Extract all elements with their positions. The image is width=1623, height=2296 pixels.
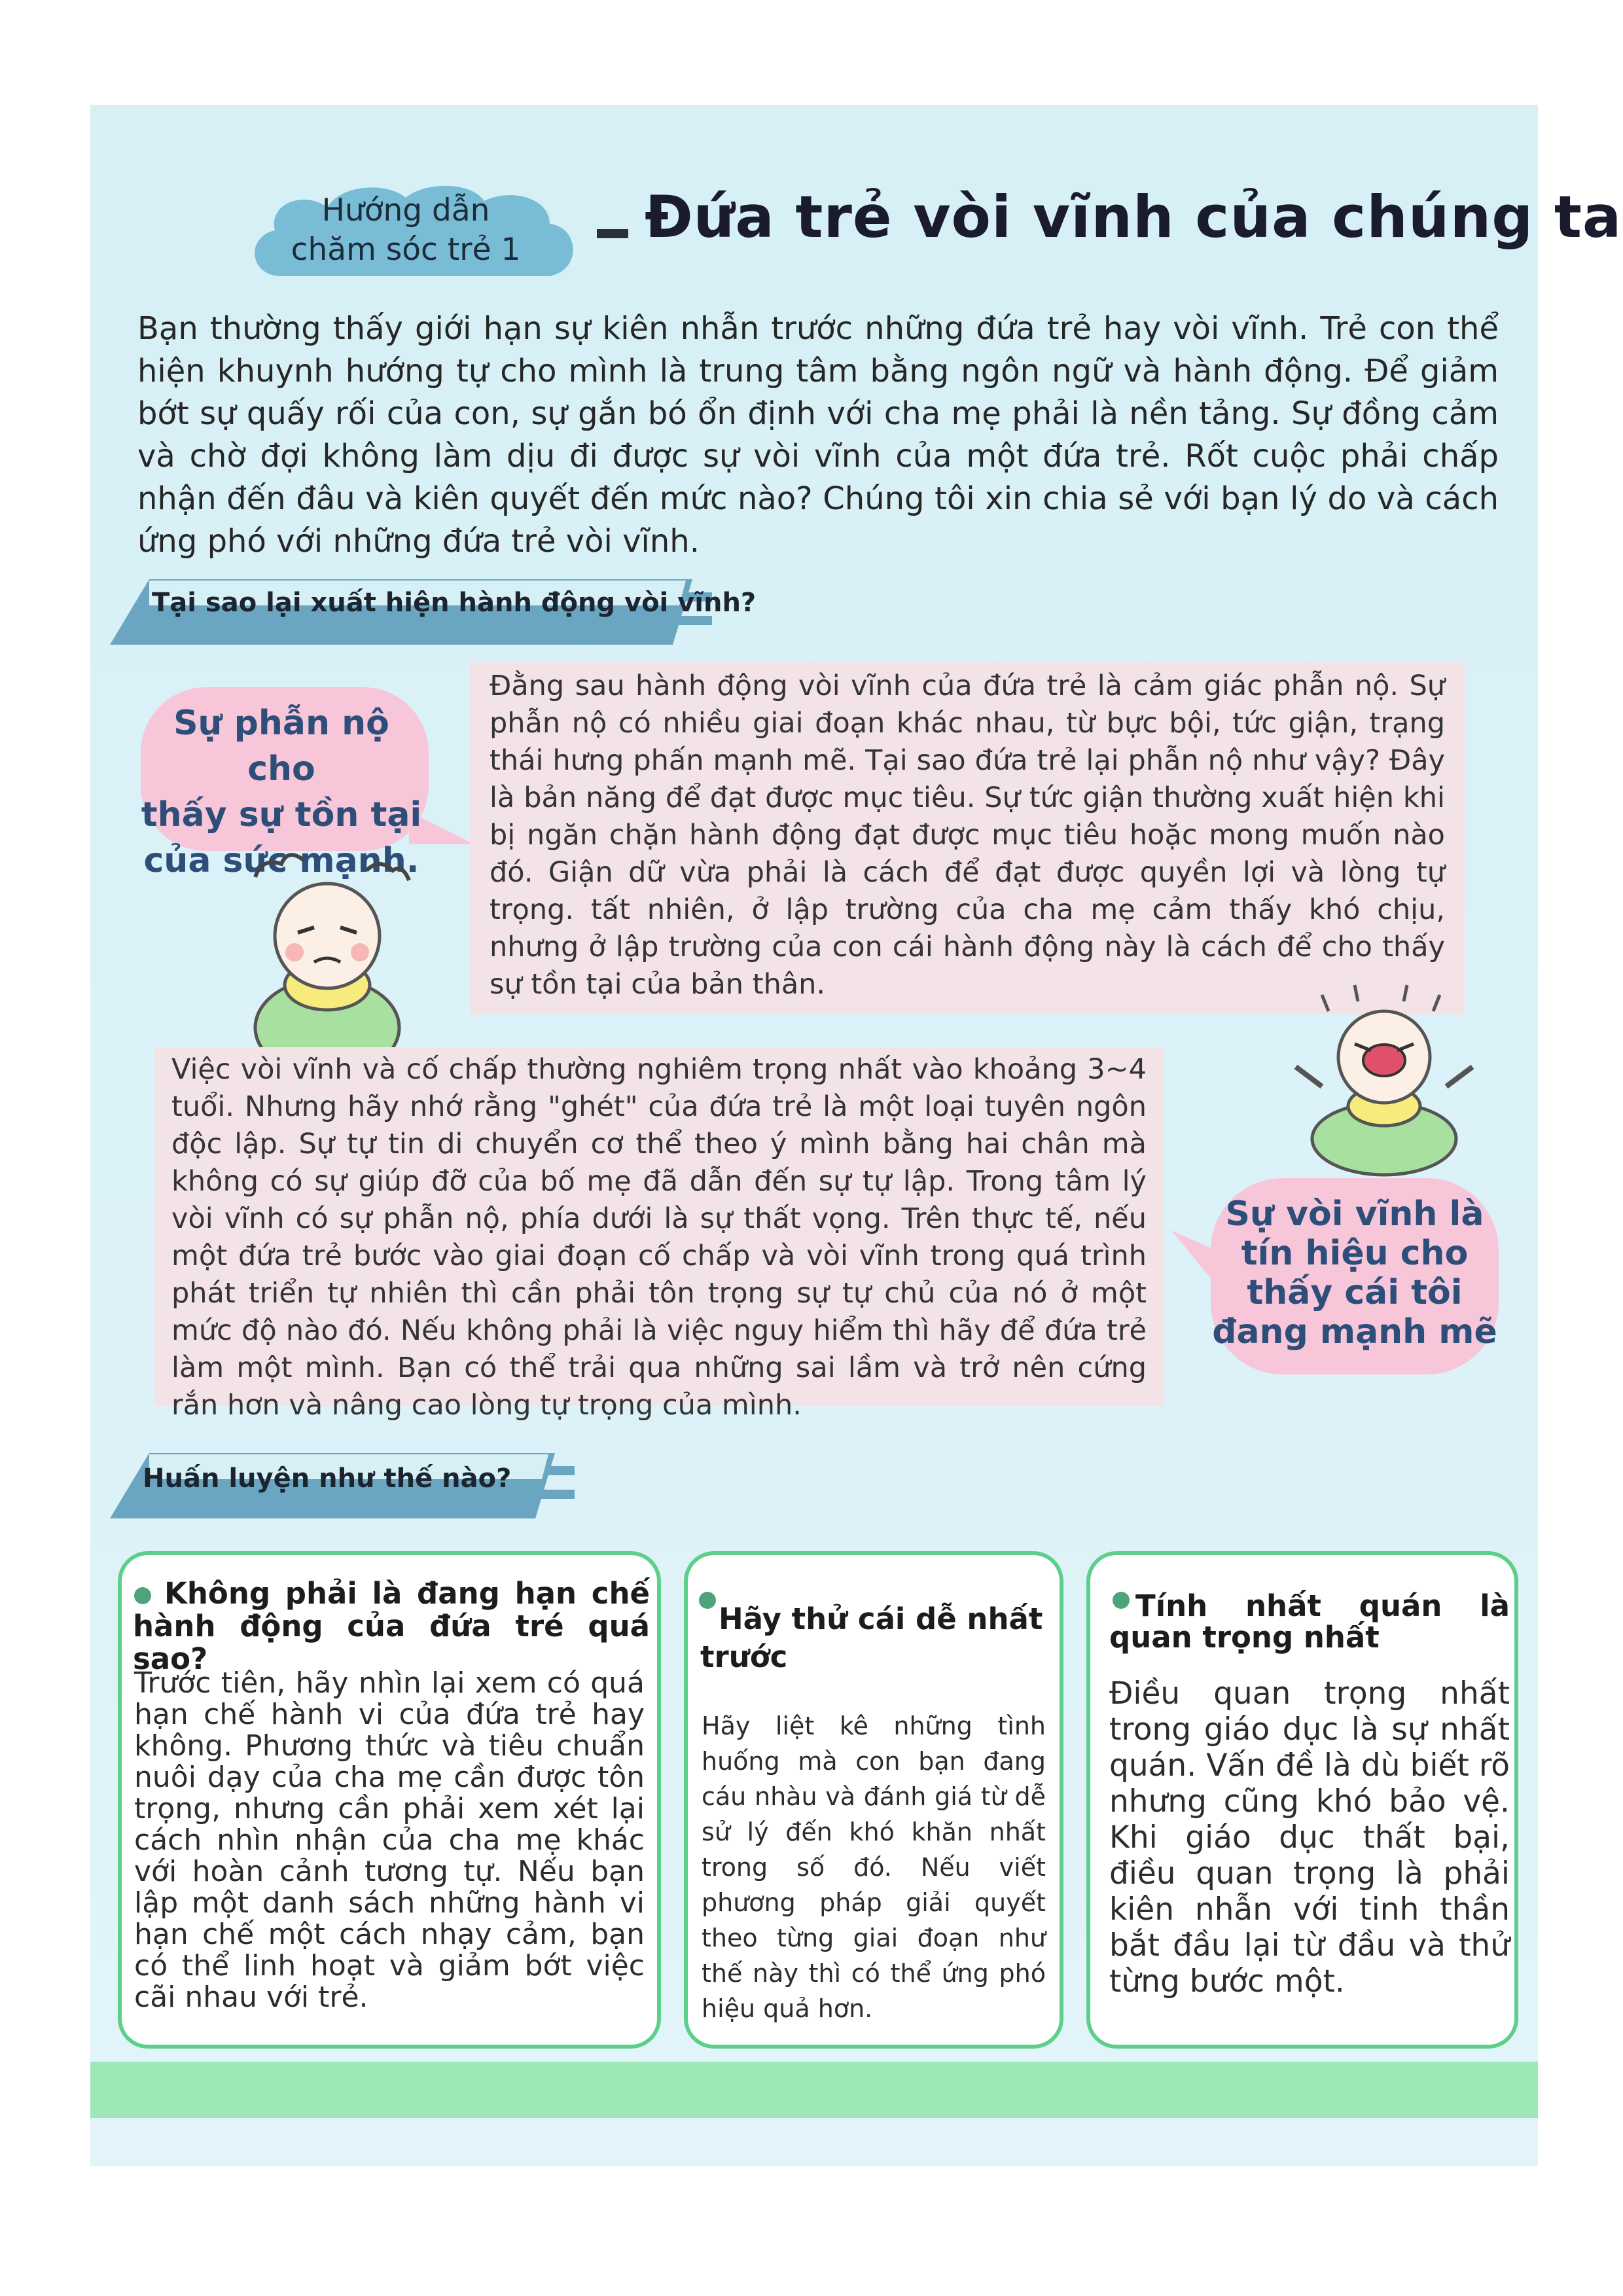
title-dash	[597, 229, 628, 238]
section1-heading: Tại sao lại xuất hiện hành động vòi vĩnh?	[152, 588, 757, 618]
card3-body: Điều quan trọng nhất trong giáo dục là sự nhất quán. Vấn đề là dù biết rõ nhưng cũng khó bảo vệ. Khi giáo dục thất bại, điều quan trọng là phải kiên nhẫn với tinh thần bắt đầu lại từ đầu và thử từng bước một.	[1109, 1676, 1510, 2000]
card3-title: Tính nhất quán là quan trọng nhất	[1109, 1588, 1510, 1655]
bubble2-line1: Sự vòi vĩnh là	[1225, 1194, 1484, 1234]
bubble1-line1: Sự phẫn nộ cho	[173, 704, 389, 789]
bubble1-line3: của sức mạnh.	[143, 841, 419, 880]
header-tag-line1: Hướng dẫn	[321, 192, 490, 228]
intro-paragraph: Bạn thường thấy giới hạn sự kiên nhẫn trước những đứa trẻ hay vòi vĩnh. Trẻ con thể hiện khuynh hướng tự cho mình là trung tâm bằng ngôn ngữ và hành động. Để giảm bớt sự quấy rối của con, sự gắn bó ổn định với cha mẹ phải là nền tảng. Sự đồng cảm và chờ đợi không làm dịu đi được sự vòi vĩnh của một đứa trẻ. Rốt cuộc phải chấp nhận đến đâu và kiên quyết đến mức nào? Chúng tôi xin chia sẻ với bạn lý do và cách ứng phó với những đứa trẻ vòi vĩnh.	[137, 310, 1499, 560]
card1-body: Trước tiên, hãy nhìn lại xem có quá hạn chế hành vi của đứa trẻ hay không. Phương thức và tiêu chuẩn nuôi dạy của cha mẹ cần được tôn trọng, nhưng cần phải xem xét lại cách nhìn nhận của cha mẹ khác với hoàn cảnh tương tự. Nếu bạn lập một danh sách những hành vi hạn chế một cách nhạy cảm, bạn có thể linh hoạt và giảm bớt việc cãi nhau với trẻ.	[134, 1666, 645, 2014]
crying-baby-illustration	[1276, 982, 1492, 1178]
footer-band	[90, 2062, 1538, 2118]
card2-body: Hãy liệt kê những tình huống mà con bạn đang cáu nhàu và đánh giá từ dễ sử lý đến khó khăn nhất trong số đó. Nếu viết phương pháp giải quyết theo từng giai đoạn như thế này thì có thể ứng phó hiệu quả hơn.	[702, 1712, 1046, 2023]
bubble2-line2: tín hiệu cho	[1241, 1234, 1469, 1273]
angry-baby-illustration	[229, 844, 419, 1080]
bubble2-line3: thấy cái tôi	[1247, 1273, 1463, 1312]
anger-paragraph: Đằng sau hành động vòi vĩnh của đứa trẻ là cảm giác phẫn nộ. Sự phẫn nộ có nhiều giai đoạn khác nhau, từ bực bội, tức giận, trạng thái hưng phấn mạnh mẽ. Tại sao đứa trẻ lại phẫn nộ như vậy? Đây là bản năng để đạt được mục tiêu. Sự tức giận thường xuất hiện khi bị ngăn chặn hành động đạt được mục tiêu hoặc mong muốn nào đó. Giận dữ vừa phải là cách để đạt được quyền lợi và lòng tự trọng. tất nhiên, ở lập trường của cha mẹ cảm thấy khó chịu, nhưng ở lập trường của con cái hành động này là cách để cho thấy sự tồn tại của bản thân.	[470, 662, 1465, 1014]
card2-title: Hãy thử cái dễ nhất trước	[700, 1602, 1043, 1674]
bubble1-line2: thấy sự tồn tại	[141, 795, 422, 834]
bubble2-text	[1211, 1194, 1499, 1352]
stubborn-paragraph: Việc vòi vĩnh và cố chấp thường nghiêm trọng nhất vào khoảng 3~4 tuổi. Nhưng hãy nhớ rằng "ghét" của đứa trẻ là một loại tuyên ngôn độc lập. Sự tự tin di chuyển cơ thể theo ý mình bằng hai chân mà không có sự giúp đỡ của bố mẹ đã dẫn đến sự tự lập. Trong tâm lý vòi vĩnh có sự phẫn nộ, phía dưới là sự thất vọng. Trên thực tế, nếu một đứa trẻ bước vào giai đoạn cố chấp và vòi vĩnh trong quá trình phát triển tự nhiên thì cần phải tôn trọng sự tự chủ của nó ở một mức độ nào đó. Nếu không phải là việc nguy hiểm thì hãy để đứa trẻ làm một mình. Bạn có thể trải qua những sai lầm và trở nên cứng rắn hơn và nâng cao lòng tự trọng của mình.	[154, 1047, 1164, 1406]
bubble2-line4: đang mạnh mẽ	[1212, 1312, 1497, 1352]
header-tag-line2: chăm sóc trẻ 1	[291, 232, 521, 268]
section2-heading: Huấn luyện như thế nào?	[143, 1463, 512, 1494]
header-tag-text	[262, 191, 550, 270]
page-title: Đứa trẻ vòi vĩnh của chúng ta	[645, 183, 1622, 251]
card1-title: Không phải là đang hạn chế hành động của đứa tré quá sao?	[133, 1576, 650, 1676]
